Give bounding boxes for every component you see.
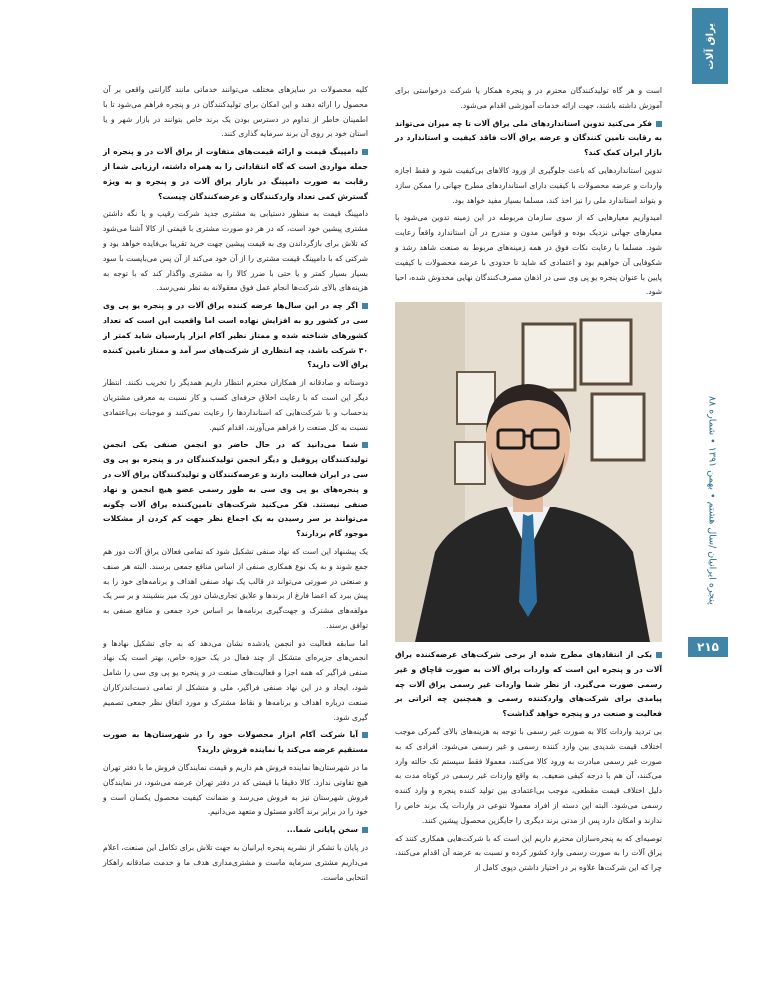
body-paragraph: اما سابقه فعالیت دو انجمن یادشده نشان می‌دهد که به جای تشکیل نهادها و انجمن‌های جزیره‌ای متشکل از چند فعال در یک حوزه خاص، بهتر است یک نهاد صنفی فراگیر که همه اجزا و فعالیت‌های صنعت در و پنجره یو پی وی سی را شامل شود، ایجاد و در این نهاد صنفی فراگیر، ملی و متشکل از تمامی دست‌اندرکاران صنعت درباره اهداف و برنامه‌ها و نقاط مشترک و مورد اتفاق نظر جمعی تصمیم گیری شود. (103, 638, 368, 722)
right-column-bottom (395, 646, 662, 879)
body-paragraph: بی تردید واردات کالا به صورت غیر رسمی با توجه به هزینه‌های بالای گمرکی موجب اختلاف قیمت شدیدی بین وارد کننده رسمی و غیر رسمی می‌شود. افرادی که به صورت غیر رسمی مبادرت به ورود کالا می‌کنند، معمولا فقط سیستم تک حالته وارد می‌کنند، آن هم با درجه کیفی ضعیف. به واقع واردات غیر رسمی در کوتاه مدت به دلیل اختلاف قیمت مقطعی، موجب بی‌اعتمادی بین تولید کننده پنجره و وارد کننده رسمی می‌شود. البته این دسته از افراد معمولا تنوعی در واردات یک برند خاص را ندارند و امکان دارد پس از مدتی برند دیگری را جایگزین محصول پیشین کنند. (395, 726, 662, 825)
interview-question: اگر چه در این سال‌ها عرضه کننده یراق آلات در و پنجره یو پی وی سی در کشور رو به افزایش نهاده است اما واقعیت این است که تعداد کشورهای شناخته شده و ممتاز نظیر آکام ابزار پارسیان شاید کمتر از ۳۰ شرکت باشد، چه انتظاری از شرکت‌های سر آمد و ممتاز تامین کننده یراق آلات دارید؟ (103, 299, 368, 373)
interview-question: سخن پایانی شما... (103, 823, 368, 838)
body-paragraph: تدوین استانداردهایی که باعث جلوگیری از ورود کالاهای بی‌کیفیت شود و فقط اجازه واردات و عرضه محصولات با کیفیت دارای استانداردهای مطرح جهانی را ممکن سازد و بتواند استاندارد ملی را نیز اخذ کند، مسلما بسیار مفید خواهد بود. (395, 165, 662, 205)
body-paragraph: ما در شهرستان‌ها نماینده فروش هم داریم و قیمت نمایندگان فروش ما با دفتر تهران هیچ تفاوتی ندارد. کالا دقیقا با قیمتی که در دفتر تهران عرضه می‌شود، در نمایندگان فروش شهرستان نیز به فروش می‌رسد و ضمانت کیفیت محصول یکسان است و خود را در برابر برند آکادو مسئول و متعهد می‌دانیم. (103, 763, 368, 817)
body-paragraph: توصیه‌ای که به پنجره‌سازان محترم داریم این است که با شرکت‌هایی همکاری کنند که یراق آلات را به صورت رسمی وارد کشور کرده و نسبت به عرضه آن اقدام می‌کنند، چرا که این شرکت‌ها علاوه بر در اختیار داشتن دپوی کامل از (395, 833, 662, 873)
left-column (103, 83, 368, 888)
section-tab (692, 8, 728, 84)
section-tab-label: یراق آلات (704, 22, 716, 70)
issue-strip-text: پنجره ایرانیان /سال هشتم • بهمن ۱۳۹۱ • شماره ۸۸ (706, 395, 718, 605)
body-paragraph: دامپینگ قیمت به منظور دستیابی به مشتری جدید شرکت رقیب و یا نگه داشتن مشتری پیشین خود است، که در هر دو صورت مشتری با قیمتی از کالا آشنا می‌شود که تلاش برای بازگرداندن وی به قیمت پیشین جهت خرید تقریبا بی‌فایده خواهد بود و شرکتی که با دامپینگ قیمت مشتری را از آن خود می‌کند از آن پس می‌بایست با سود بسیار بسیار کمتر و یا حتی با ضرر کالا را به مشتری واگذار کند که با توجه به هزینه‌های بالای شرکت‌ها انجام عمل فوق معقولانه به نظر نمی‌رسد. (103, 209, 368, 293)
page-number: ۲۱۵ (688, 637, 728, 657)
body-paragraph: دوستانه و صادقانه از همکاران محترم انتظار داریم همدیگر را تخریب نکنند. انتظار دیگر این است که با رعایت اخلاق حرفه‌ای کسب و کار نسبت به معرفی مشتریان بدحساب و با شرکت‌هایی که استانداردها را رعایت نمی‌کنند و موجبات بی‌اعتمادی نسبت به کل صنعت را فراهم می‌آورند، اقدام کنیم. (103, 378, 368, 432)
interview-question: فکر می‌کنید تدوین استانداردهای ملی یراق آلات تا چه میزان می‌تواند به رقابت تامین کنندگان و عرضه یراق آلات فاقد کیفیت و استاندارد در بازار ایران کمک کند؟ (395, 117, 662, 161)
issue-strip (704, 370, 720, 630)
portrait-illustration (395, 302, 662, 642)
interview-question: آیا شرکت آکام ابزار محصولات خود را در شهرستان‌ها به صورت مستقیم عرضه می‌کند یا نماینده فروش دارید؟ (103, 728, 368, 758)
body-paragraph: امیدواریم معیارهایی که از سوی سازمان مربوطه در این زمینه تدوین می‌شود با معیارهای جهانی نزدیک بوده و قوانین مدون و مندرج در آن استاندارد واقعاً رعایت شود. مسلما با رعایت نکات فوق در همه زمینه‌های مربوط به صنعت شاهد رشد و شکوفایی آن خواهیم بود و اعتمادی که شاید تا حدودی با عرضه محصولات با کیفیت پایین با عنوان پنجره یو پی وی سی در اذهان مصرف‌کنندگان نهایی مخدوش شده، احیا شود. (395, 213, 662, 297)
body-paragraph: یک پیشنهاد این است که نهاد صنفی تشکیل شود که تمامی فعالان یراق آلات دور هم جمع شوند و به یک نوع همکاری صنفی از اساس منافع جمعی برسند. البته هر صنف و صنعتی در صورتی می‌تواند در قالب یک نهاد صنفی اهداف و برنامه‌های خود را به پیش ببرد که اعضا فارغ از برندها و علایق تجاری‌شان دور یک میز بنشینند و بر سر یک مولفه‌های مشترک و جهت‌گیری برنامه‌ها بر اساس خرد جمعی و منافع صنفی به توافق برسند. (103, 546, 368, 630)
interview-question: شما می‌دانید که در حال حاضر دو انجمن صنفی یکی انجمن تولیدکنندگان پروفیل و دیگر انجمن تولیدکنندگان در و پنجره یو پی وی سی در ایران فعالیت دارند و عرضه‌کنندگان و تولیدکنندگان یراق آلات در و پنجره‌های یو پی وی سی به طور رسمی عضو هیچ انجمن و نهاد صنفی نیستند. فکر می‌کنید شرکت‌های تامین‌کننده یراق آلات چگونه می‌توانند بر سر رسیدن به یک اجماع نظر جهت کم کردن از مشکلات موجود گام بردارند؟ (103, 438, 368, 542)
right-column-top (395, 84, 662, 303)
body-paragraph: کلیه محصولات در سایزهای مختلف می‌توانند خدماتی مانند گارانتی واقعی بر آن محصول را ارائه دهند و این امکان برای تولیدکنندگان در و پنجره فراهم می‌شود تا با اطمینان خاطر از تداوم در دسترس بودن یک برند خاص بتوانند در بازار شهر و یا استان خود بر روی آن برند سرمایه گذاری کنند. (103, 85, 368, 139)
body-paragraph: است و هر گاه تولیدکنندگان محترم در و پنجره همکار یا شرکت درخواستی برای آموزش داشته باشند، جهت ارائه خدمات آموزشی اقدام می‌شود. (395, 86, 662, 110)
body-paragraph: در پایان با تشکر از نشریه پنجره ایرانیان به جهت تلاش برای تکامل این صنعت، اعلام می‌داریم مشتری سرمایه ماست و مشتری‌مداری هدف ما و خدمت صادقانه راهکار انتخابی ماست. (103, 843, 368, 882)
interview-question: دامپینگ قیمت و ارائه قیمت‌های متفاوت از یراق آلات در و پنجره از جمله مواردی است که گاه انتقاداتی را به همراه داشته، ارزیابی شما از رقابت به صورت دامپینگ در بازار یراق آلات در و پنجره و به ویژه گسترش کمی تعداد واردکنندگان و عرضه‌کنندگان چیست؟ (103, 145, 368, 204)
interview-question: یکی از انتقادهای مطرح شده از برخی شرکت‌های عرضه‌کننده یراق آلات در و پنجره این است که واردات یراق آلات به صورت قاچاق و غیر رسمی صورت می‌گیرد. از نظر شما واردات غیر رسمی یراق آلات چه پیامدی برای شرکت‌های واردکننده رسمی و همچنین چه اثراتی بر فعالیت و صنعت در و پنجره خواهد گذاشت؟ (395, 648, 662, 722)
portrait-photo (395, 302, 662, 642)
